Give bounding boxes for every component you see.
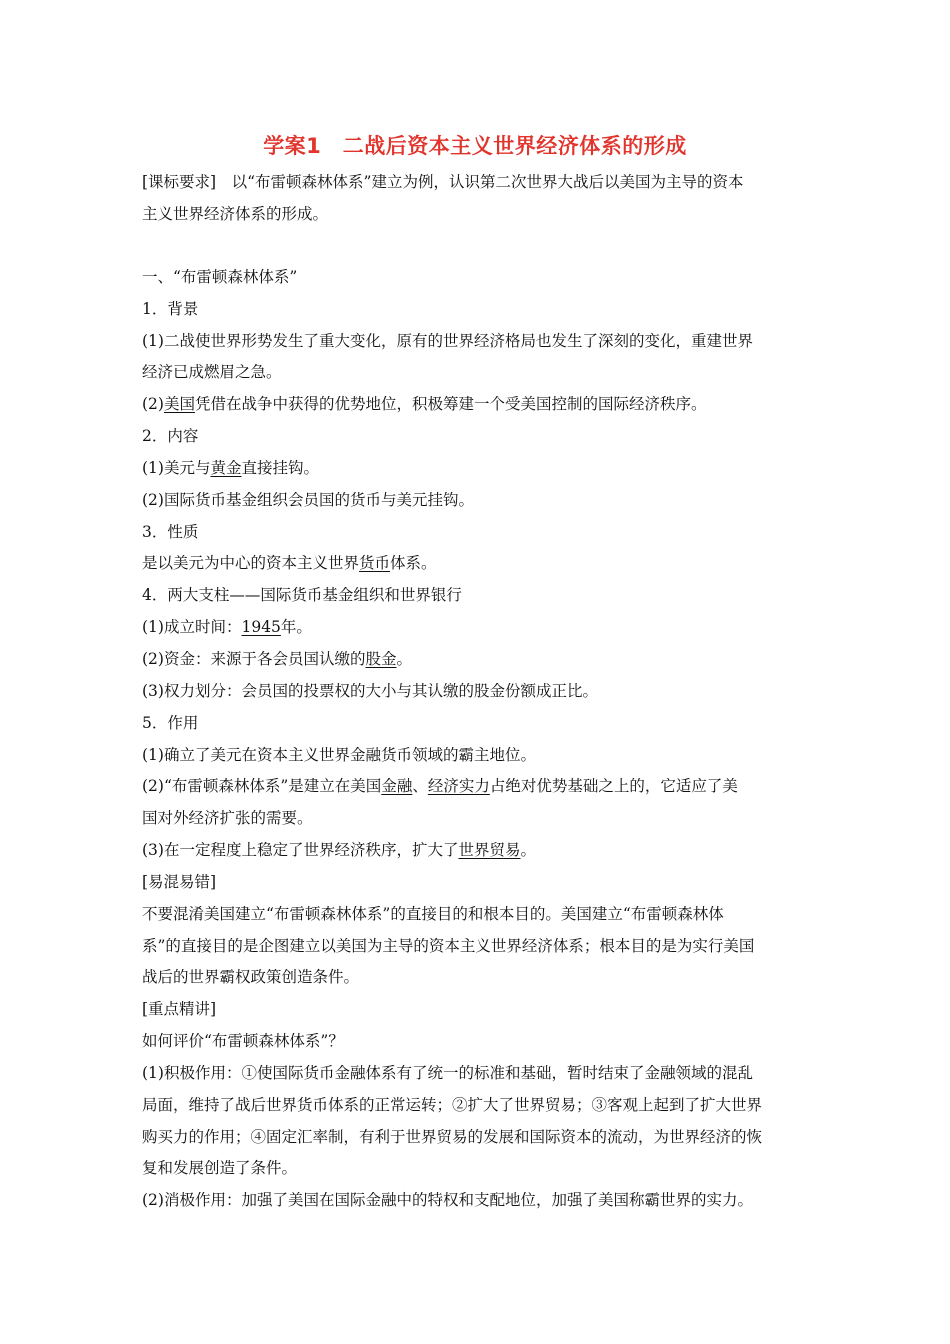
underlined-answer: 1945 (241, 618, 281, 636)
underlined-answer: 经济实力 (427, 777, 490, 795)
underlined-answer: 美国 (163, 395, 195, 413)
underlined-answer: 金融 (381, 777, 413, 795)
underlined-answer: 货币 (359, 554, 391, 572)
content-p1 (142, 458, 814, 478)
focus-positive-line-4: 复和发展创造了条件。 (142, 1159, 298, 1177)
text-segment: 占绝对优势基础之上的，它适应了美 (489, 777, 738, 795)
text-segment: 直接挂钩。 (241, 459, 319, 477)
text-segment: (2)“布雷顿森林体系”是建立在美国 (142, 777, 382, 795)
text-segment: (2)资金：来源于各会员国认缴的 (142, 650, 366, 668)
text-segment: (2) (142, 395, 164, 413)
subheading-nature: 3．性质 (142, 523, 199, 541)
pillars-p3: (3)权力划分：会员国的投票权的大小与其认缴的股金份额成正比。 (142, 682, 598, 700)
content-p2: (2)国际货币基金组织会员国的货币与美元挂钩。 (142, 491, 474, 509)
effect-p2-line-2: 国对外经济扩张的需要。 (142, 809, 313, 827)
focus-positive-line-2: 局面，维持了战后世界货币体系的正常运转；②扩大了世界贸易；③客观上起到了扩大世界 (142, 1096, 763, 1114)
text-segment: 。 (396, 650, 412, 668)
text-segment: (3)在一定程度上稳定了世界经济秩序，扩大了 (142, 841, 459, 859)
text-segment: 、 (412, 777, 428, 795)
focus-positive-line-3: 购买力的作用；④固定汇率制，有利于世界贸易的发展和国际资本的流动，为世界经济的恢 (142, 1128, 763, 1146)
focus-negative-line-1: (2)消极作用：加强了美国在国际金融中的特权和支配地位，加强了美国称霸世界的实力。 (142, 1191, 753, 1209)
text-segment: 凭借在战争中获得的优势地位，积极筹建一个受美国控制的国际经济秩序。 (194, 395, 707, 413)
focus-heading: [重点精讲] (142, 1000, 217, 1018)
underlined-answer: 世界贸易 (458, 841, 521, 859)
subheading-effect: 5．作用 (142, 714, 199, 732)
underlined-answer: 黄金 (210, 459, 242, 477)
text-segment: (1)美元与 (142, 459, 211, 477)
confusion-line-2: 系”的直接目的是企图建立以美国为主导的资本主义世界经济体系；根本目的是为实行美国 (142, 937, 755, 955)
subheading-content: 2．内容 (142, 427, 199, 445)
effect-p3 (142, 840, 814, 860)
effect-p1: (1)确立了美元在资本主义世界金融货币领域的霸主地位。 (142, 746, 536, 764)
page-title: 学案1 二战后资本主义世界经济体系的形成 (263, 134, 687, 158)
curriculum-requirement-line-2: 主义世界经济体系的形成。 (142, 205, 329, 223)
confusion-line-1: 不要混淆美国建立“布雷顿森林体系”的直接目的和根本目的。美国建立“布雷顿森林体 (142, 905, 724, 923)
text-segment: 是以美元为中心的资本主义世界 (142, 554, 360, 572)
curriculum-requirement-line-1: [课标要求] 以“布雷顿森林体系”建立为例，认识第二次世界大战后以美国为主导的资本 (142, 173, 744, 191)
section-heading-bretton-woods: 一、“布雷顿森林体系” (142, 268, 298, 286)
pillars-p1 (142, 617, 814, 637)
background-p1-line-1: (1)二战使世界形势发生了重大变化，原有的世界经济格局也发生了深刻的变化，重建世界 (142, 332, 753, 350)
focus-question: 如何评价“布雷顿森林体系”？ (142, 1032, 344, 1050)
focus-positive-line-1: (1)积极作用：①使国际货币金融体系有了统一的标准和基础，暂时结束了金融领域的混乱 (142, 1064, 753, 1082)
background-p1-line-2: 经济已成燃眉之急。 (142, 363, 282, 381)
effect-p2-line-1 (142, 776, 814, 796)
underlined-answer: 股金 (365, 650, 397, 668)
background-p2 (142, 394, 814, 414)
subheading-background: 1．背景 (142, 300, 199, 318)
confusion-line-3: 战后的世界霸权政策创造条件。 (142, 968, 360, 986)
subheading-pillars: 4．两大支柱——国际货币基金组织和世界银行 (142, 586, 462, 604)
confusion-heading: [易混易错] (142, 873, 217, 891)
pillars-p2 (142, 649, 814, 669)
text-segment: (1)成立时间： (142, 618, 242, 636)
nature-p (142, 553, 814, 573)
text-segment: 体系。 (390, 554, 437, 572)
text-segment: 。 (520, 841, 536, 859)
text-segment: 年。 (280, 618, 312, 636)
